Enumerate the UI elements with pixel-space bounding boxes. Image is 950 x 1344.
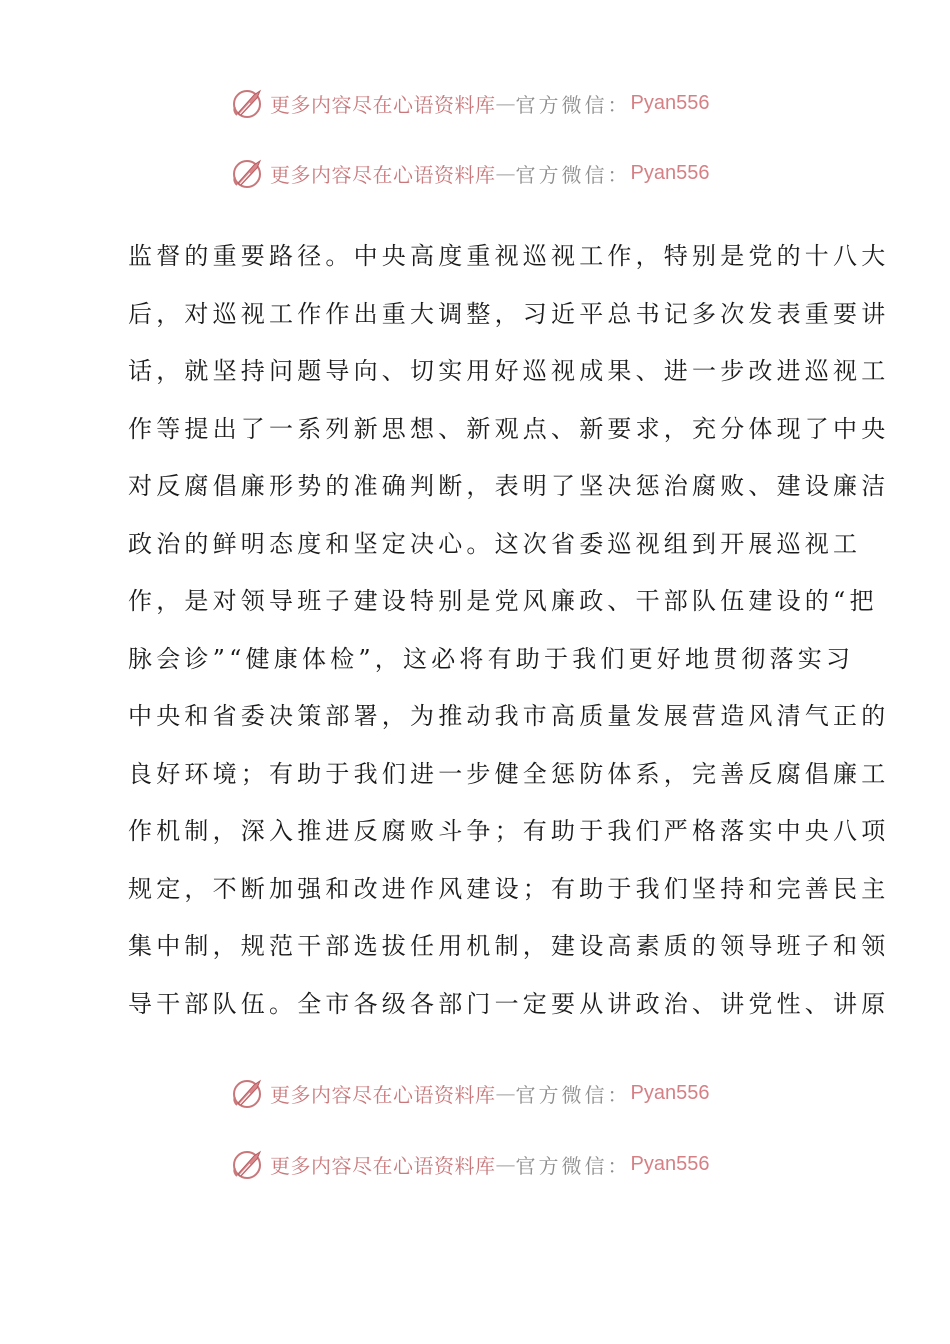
body-line: 作等提出了一系列新思想、新观点、新要求，充分体现了中央 xyxy=(128,414,890,443)
banner-wechat-id: Pyan556 xyxy=(630,91,710,114)
banner-wechat-id: Pyan556 xyxy=(630,1152,710,1175)
banner-wechat-id: Pyan556 xyxy=(630,161,710,184)
body-line: 脉会诊”“健康体检”，这必将有助于我们更好地贯彻落实习 xyxy=(128,644,855,673)
banner-wechat-label: 官方微信： xyxy=(515,1153,631,1178)
banner-label: 更多内容尽在心语资料库 xyxy=(270,1153,496,1178)
banner-label: 更多内容尽在心语资料库 xyxy=(270,92,496,117)
body-line: 导干部队伍。全市各级各部门一定要从讲政治、讲党性、讲原 xyxy=(128,989,890,1018)
body-line: 作机制，深入推进反腐败斗争；有助于我们严格落实中央八项 xyxy=(128,817,890,845)
quill-pen-logo-icon xyxy=(230,155,266,191)
body-line: 规定，不断加强和改进作风建设；有助于我们坚持和完善民主 xyxy=(128,874,890,903)
body-line: 集中制，规范干部选拔任用机制，建设高素质的领导班子和领 xyxy=(128,932,890,960)
body-line: 后，对巡视工作作出重大调整，习近平总书记多次发表重要讲 xyxy=(128,299,890,328)
banner-wechat-label: 官方微信： xyxy=(515,92,631,117)
banner-separator: — xyxy=(495,91,516,115)
body-line: 作，是对领导班子建设特别是党风廉政、干部队伍建设的“把 xyxy=(128,587,878,615)
quill-pen-logo-icon xyxy=(230,1146,266,1182)
banner-wechat-label: 官方微信： xyxy=(515,162,631,187)
watermark-banner xyxy=(230,1073,750,1113)
banner-wechat-id: Pyan556 xyxy=(630,1081,710,1104)
body-line: 监督的重要路径。中央高度重视巡视工作，特别是党的十八大 xyxy=(128,242,890,270)
quill-pen-logo-icon xyxy=(230,1075,266,1111)
banner-label: 更多内容尽在心语资料库 xyxy=(270,162,496,187)
banner-label: 更多内容尽在心语资料库 xyxy=(270,1082,496,1107)
body-line: 中央和省委决策部署，为推动我市高质量发展营造风清气正的 xyxy=(128,702,890,730)
watermark-banner xyxy=(230,153,750,193)
banner-separator: — xyxy=(495,1081,516,1105)
body-line: 政治的鲜明态度和坚定决心。这次省委巡视组到开展巡视工 xyxy=(128,529,862,558)
body-line: 话，就坚持问题导向、切实用好巡视成果、进一步改进巡视工 xyxy=(128,357,890,385)
banner-separator: — xyxy=(495,1152,516,1176)
watermark-banner xyxy=(230,83,750,123)
body-line: 良好环境；有助于我们进一步健全惩防体系，完善反腐倡廉工 xyxy=(128,759,890,788)
quill-pen-logo-icon xyxy=(230,85,266,121)
watermark-banner xyxy=(230,1144,750,1184)
document-body xyxy=(128,228,890,1033)
banner-wechat-label: 官方微信： xyxy=(515,1082,631,1107)
banner-separator: — xyxy=(495,161,516,185)
body-line: 对反腐倡廉形势的准确判断，表明了坚决惩治腐败、建设廉洁 xyxy=(128,472,890,500)
